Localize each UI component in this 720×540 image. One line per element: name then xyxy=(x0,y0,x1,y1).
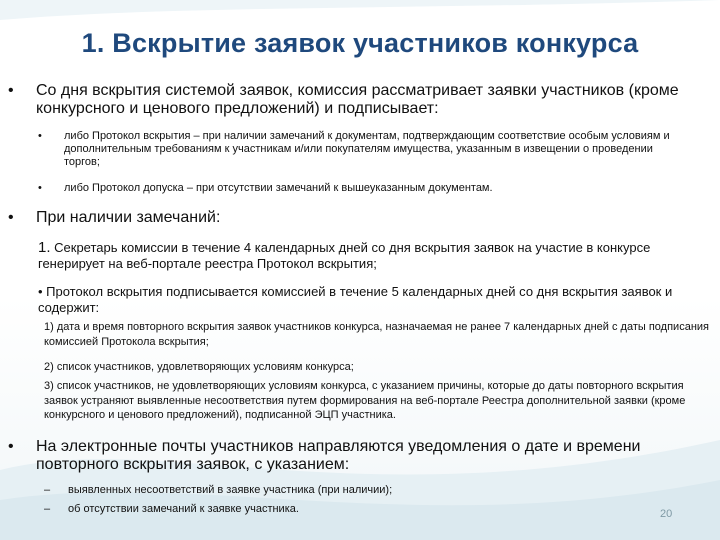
dash-icon: – xyxy=(44,503,51,515)
bullet-icon: • xyxy=(8,209,14,226)
bullet-icon: • xyxy=(38,182,42,194)
dash-item-2-text: об отсутствии замечаний к заявке участника. xyxy=(68,503,299,515)
item-1-text: Со дня вскрытия системой заявок, комиссия рассматривает заявки участников (кроме конкурсного и ценового предложений) и подписывает: xyxy=(36,82,679,117)
point-3: 3) список участников, не удовлетворяющих условиям конкурса, с указанием причины, которые до даты повторного вскрытия заявок устраняют выявленные несоответствия путем формирования на веб-портале Реестра дополнительной заявки (кроме конкурсного и ценового предложений), подписанной ЭЦП участника. xyxy=(44,380,686,421)
item-3-text: На электронные почты участников направляются уведомления о дате и времени повторного вскрытия заявок, с указанием: xyxy=(36,438,641,473)
point-2: 2) список участников, удовлетворяющих условиям конкурса; xyxy=(44,361,354,373)
sub-bullet-1-text: либо Протокол вскрытия – при наличии замечаний к документам, подтверждающим соответствие особым условиям и дополнительным требованиям к участникам и/или покупателям имущества, указанным в извещении о проведении торгов; xyxy=(64,130,670,168)
bullet-icon: • xyxy=(8,82,14,99)
paragraph-secretary-text: Секретарь комиссии в течение 4 календарных дней со дня вскрытия заявок на участие в конкурсе генерирует на веб-портале реестра Протокол вскрытия; xyxy=(38,240,651,271)
paragraph-protocol: • Протокол вскрытия подписывается комиссией в течение 5 календарных дней со дня вскрытия заявок и содержит: xyxy=(38,284,673,315)
paragraph-secretary xyxy=(38,240,708,272)
slide-title: 1. Вскрытие заявок участников конкурса xyxy=(81,28,639,58)
bullet-icon: • xyxy=(8,438,14,455)
dash-item-1-text: выявленных несоответствий в заявке участника (при наличии); xyxy=(68,484,393,496)
dash-icon: – xyxy=(44,484,51,496)
bullet-icon: • xyxy=(38,130,42,142)
item-2-text: При наличии замечаний: xyxy=(36,209,221,226)
paragraph-number: 1. xyxy=(38,239,51,256)
point-1: 1) дата и время повторного вскрытия заявок участников конкурса, назначаемая не ранее 7 календарных дней с даты подписания комиссией Протокола вскрытия; xyxy=(44,321,709,348)
sub-bullet-2-text: либо Протокол допуска – при отсутствии замечаний к вышеуказанным документам. xyxy=(64,182,493,194)
page-number: 20 xyxy=(660,508,673,520)
